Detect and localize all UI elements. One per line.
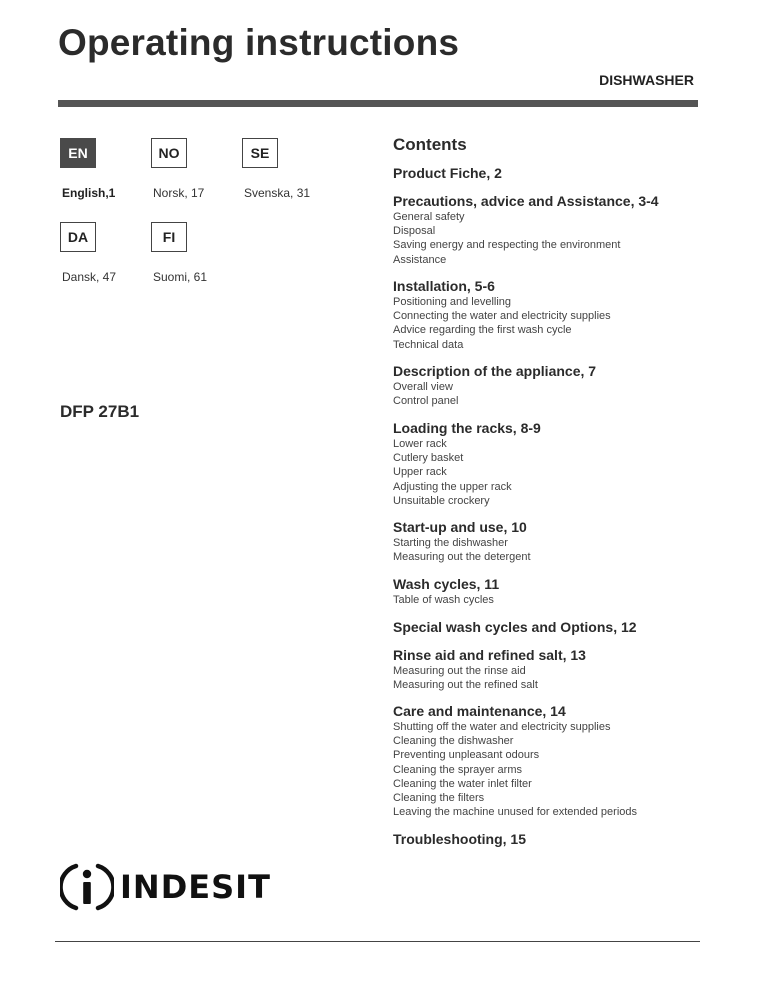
toc-section [393,831,713,848]
toc-section [393,519,713,564]
toc-item: Connecting the water and electricity supplies [393,310,611,323]
toc-section [393,193,713,267]
toc-item: Upper rack [393,466,447,479]
toc-item: Technical data [393,338,464,351]
indesit-logo [60,860,271,914]
product-type: DISHWASHER [599,72,694,88]
language-no[interactable] [151,138,205,200]
toc-item: Leaving the machine unused for extended periods [393,806,638,819]
language-label-en: English,1 [62,186,116,200]
toc-item: Table of wash cycles [393,594,494,606]
toc-section-title[interactable]: Troubleshooting, 15 [393,831,527,847]
language-label-da: Dansk, 47 [62,270,117,284]
language-se[interactable] [242,138,311,200]
language-code-no: NO [151,138,187,168]
toc-item: Preventing unpleasant odours [393,749,540,762]
toc-section-title[interactable]: Precautions, advice and Assistance, 3-4 [393,193,659,209]
toc-item: Measuring out the refined salt [393,679,538,692]
toc-section-title[interactable]: Wash cycles, 11 [393,576,500,592]
toc-section [393,703,713,819]
toc-item: Overall view [393,381,453,393]
model-number: DFP 27B1 [60,402,140,421]
brand-wordmark: INDESIT [120,868,271,906]
language-code-se: SE [242,138,278,168]
language-code-fi: FI [151,222,187,252]
toc-item: General safety [393,211,465,223]
toc-item: Shutting off the water and electricity supplies [393,721,611,733]
toc-section-title[interactable]: Loading the racks, 8-9 [393,420,541,436]
toc-item: Advice regarding the first wash cycle [393,324,572,337]
toc-item: Unsuitable crockery [393,494,490,507]
toc-item: Measuring out the rinse aid [393,665,526,677]
toc-item: Adjusting the upper rack [393,480,512,493]
language-da[interactable] [60,222,117,284]
language-fi[interactable] [151,222,208,284]
toc-item: Saving energy and respecting the environment [393,239,621,252]
language-label-no: Norsk, 17 [153,186,205,200]
indesit-i-logo-icon [60,860,114,914]
toc-section [393,619,713,636]
toc-section-title[interactable]: Special wash cycles and Options, 12 [393,619,637,635]
toc-item: Cleaning the dishwasher [393,735,514,748]
toc-section-title[interactable]: Installation, 5-6 [393,278,495,294]
toc-section-title[interactable]: Product Fiche, 2 [393,165,502,181]
toc-section-title[interactable]: Start-up and use, 10 [393,519,527,535]
toc-section [393,363,713,408]
toc-item: Cutlery basket [393,452,464,465]
toc-item: Cleaning the water inlet filter [393,777,532,790]
language-label-se: Svenska, 31 [244,186,311,200]
toc-section [393,420,713,508]
language-label-fi: Suomi, 61 [153,270,208,284]
toc-item: Starting the dishwasher [393,537,508,549]
document-title: Operating instructions [58,22,460,63]
toc-section [393,278,713,352]
toc-item: Control panel [393,395,459,408]
toc-section-title[interactable]: Care and maintenance, 14 [393,703,566,719]
language-en[interactable] [60,138,116,200]
contents-heading: Contents [393,135,467,154]
toc-section [393,165,713,182]
toc-item: Positioning and levelling [393,296,512,308]
toc-section [393,576,713,607]
language-code-da: DA [60,222,96,252]
toc-item: Lower rack [393,438,447,450]
toc-item: Measuring out the detergent [393,551,531,564]
toc-section-title[interactable]: Rinse aid and refined salt, 13 [393,647,586,663]
header-divider [58,100,698,107]
toc-item: Disposal [393,225,436,238]
toc-item: Cleaning the filters [393,792,485,805]
toc-item: Cleaning the sprayer arms [393,763,523,776]
footer-divider [55,941,700,942]
toc-section [393,647,713,692]
language-code-en: EN [60,138,96,168]
toc-section-title[interactable]: Description of the appliance, 7 [393,363,597,379]
toc-item: Assistance [393,253,447,266]
